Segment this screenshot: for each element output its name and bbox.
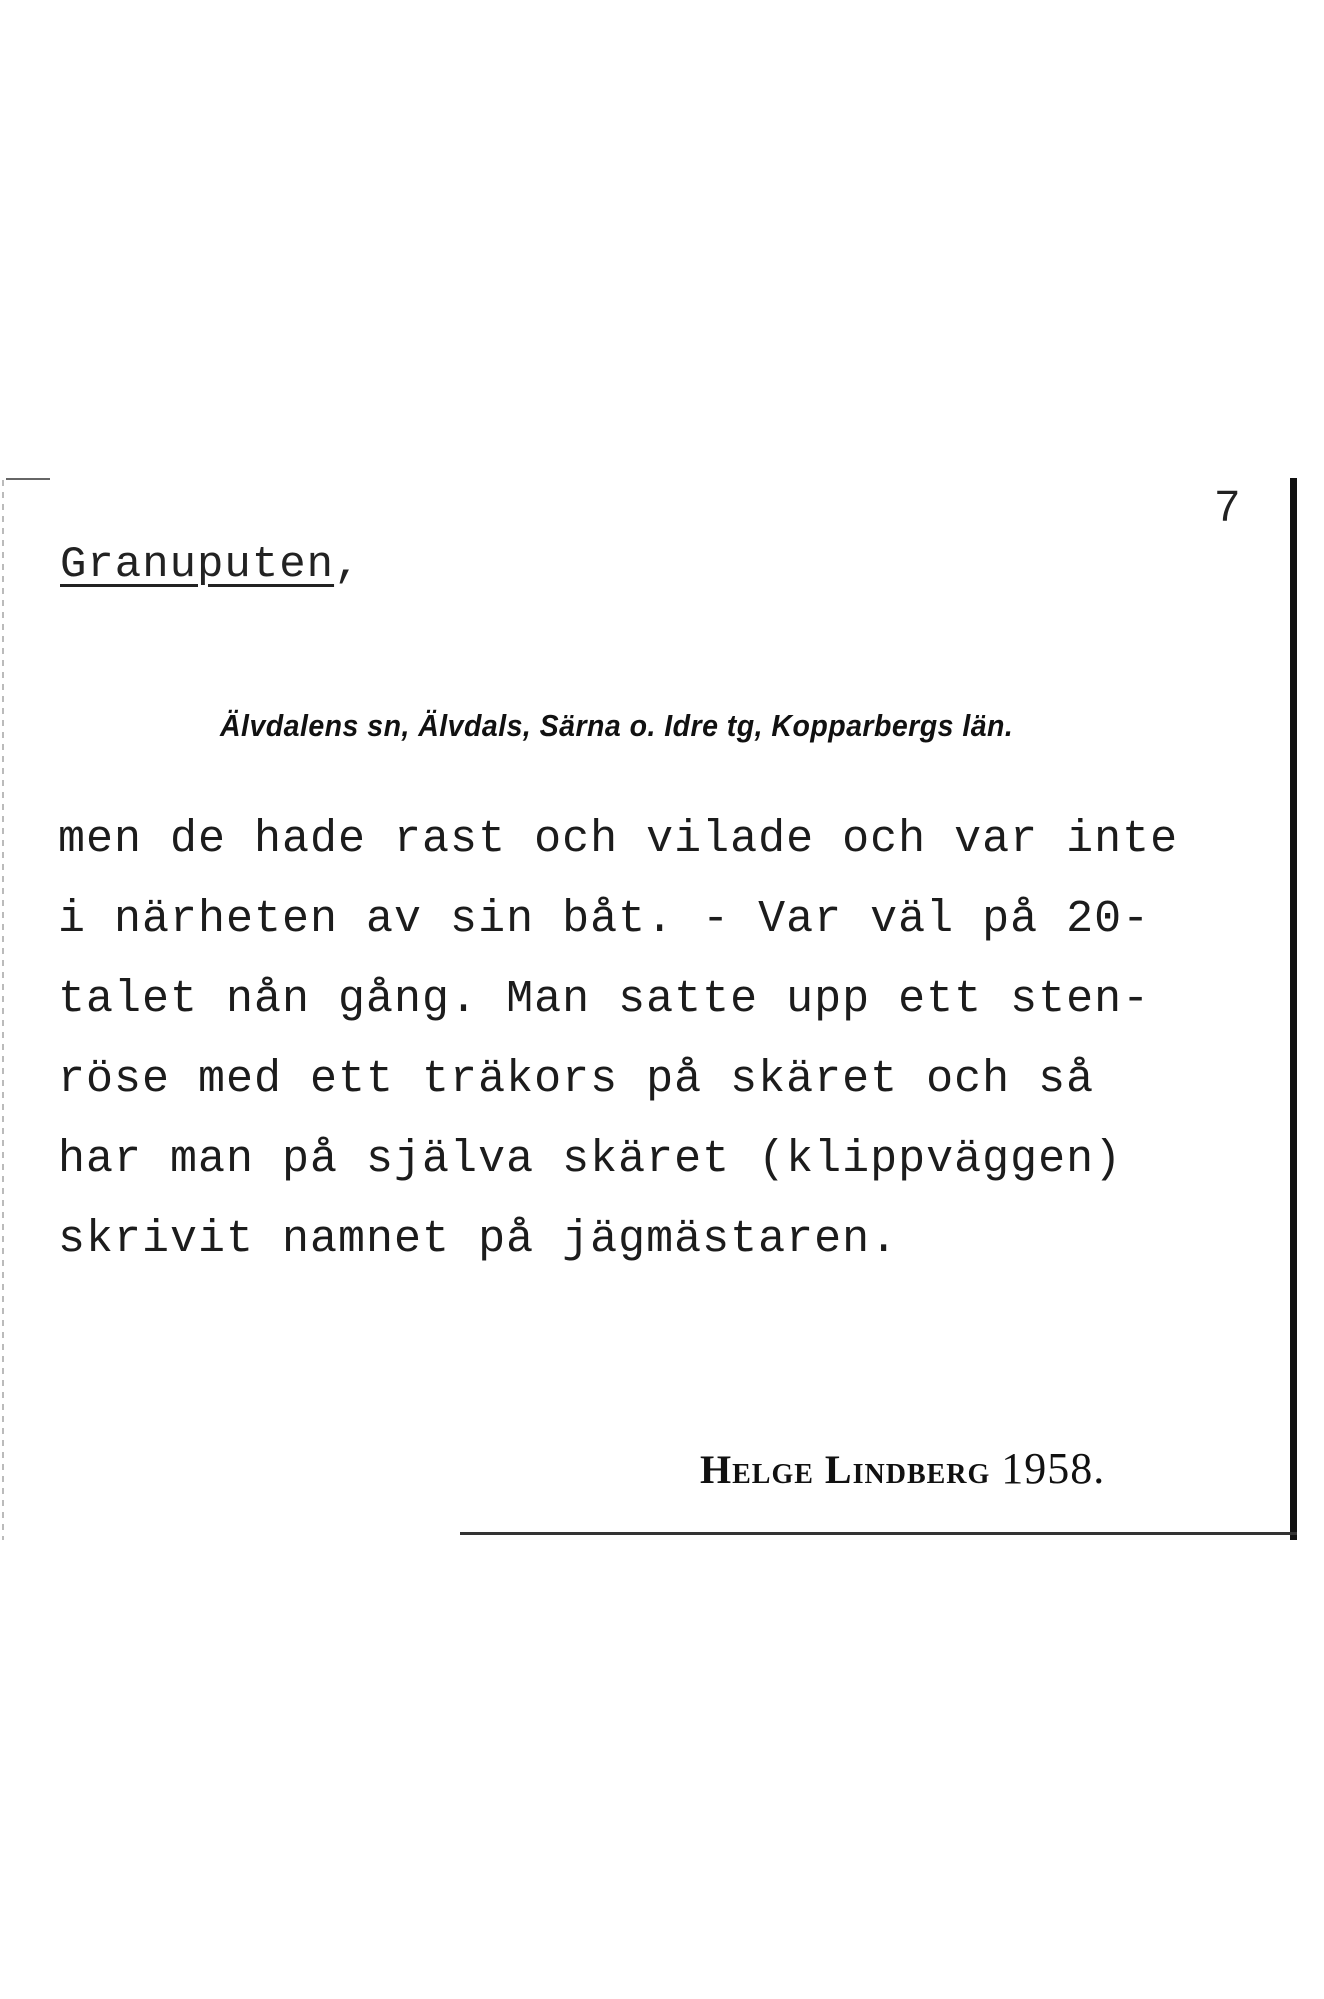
locality-stamp: Älvdalens sn, Älvdals, Särna o. Idre tg, Kopparbergs län.	[220, 708, 1014, 743]
card-bottom-border	[460, 1532, 1297, 1535]
place-name-heading	[60, 540, 361, 590]
card-top-edge	[6, 478, 50, 480]
body-line: i närheten av sin båt. - Var väl på 20-	[58, 894, 1151, 945]
signature	[700, 1443, 1105, 1494]
body-line: röse med ett träkors på skäret och så	[58, 1054, 1095, 1105]
page-number: 7	[1215, 482, 1240, 531]
record-body	[58, 800, 1298, 1280]
place-name: Granuputen	[60, 540, 335, 590]
place-name-comma: ,	[334, 540, 362, 590]
body-line: men de hade rast och vilade och var inte	[58, 814, 1179, 865]
body-line: talet nån gång. Man satte upp ett sten-	[58, 974, 1151, 1025]
signature-name: Helge Lindberg	[700, 1447, 991, 1492]
body-line: skrivit namnet på jägmästaren.	[58, 1214, 899, 1265]
body-line: har man på själva skäret (klippväggen)	[58, 1134, 1123, 1185]
card-left-edge	[2, 480, 4, 1540]
signature-year: 1958.	[1001, 1444, 1106, 1493]
